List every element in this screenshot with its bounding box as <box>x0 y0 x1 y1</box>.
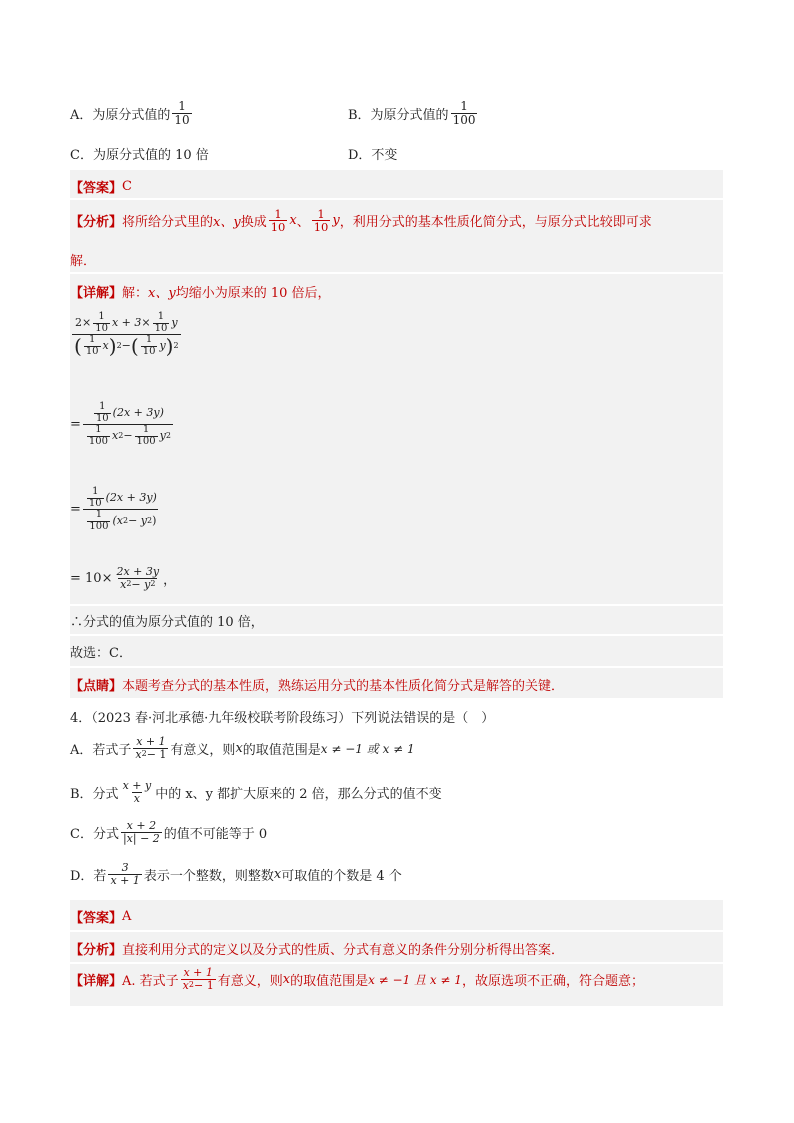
t: 的取值范围是 <box>242 742 321 758</box>
detail-text: 均缩小为原来的 10 倍后， <box>175 286 331 301</box>
t: x <box>112 429 119 443</box>
fraction <box>121 820 162 844</box>
fraction-num: 1 <box>317 207 325 221</box>
answer-tag: 【答案】 <box>70 911 123 926</box>
t: − y <box>128 514 147 528</box>
t: 2 <box>116 340 122 350</box>
comment-line <box>70 675 564 694</box>
fraction <box>94 402 111 424</box>
t: 10 <box>88 497 102 509</box>
t: A．若式子 <box>70 742 132 758</box>
t: x <box>282 971 291 987</box>
analysis-text: 将所给分式里的 <box>122 215 214 231</box>
t: 100 <box>136 435 156 447</box>
option-c: C．为原分式值的 10 倍 <box>70 148 209 163</box>
t: ( <box>130 334 139 358</box>
fraction-num: 1 <box>460 99 468 113</box>
fraction <box>153 312 170 334</box>
t: 1 <box>95 424 102 435</box>
t: ) <box>165 334 174 358</box>
fraction <box>135 425 158 447</box>
step-1 <box>70 312 183 357</box>
t: (2x + 3y) <box>105 491 157 505</box>
t: 100 <box>88 435 108 447</box>
t: |x| − 2 <box>122 831 160 845</box>
t: − <box>121 339 131 353</box>
t: C．分式 <box>70 826 119 842</box>
conclusion: ∴分式的值为原分式值的 10 倍， <box>70 615 264 630</box>
fraction <box>312 208 331 233</box>
t: 1 <box>92 486 99 497</box>
q4-option-b <box>70 780 442 804</box>
t: x <box>273 866 282 882</box>
t: 10 <box>85 345 99 357</box>
t: 1 <box>99 401 106 412</box>
step-4 <box>70 566 176 590</box>
big-fraction <box>83 402 173 447</box>
q4-option-c <box>70 820 267 844</box>
answer-value: A <box>122 909 132 924</box>
t: x ≠ −1 且 x ≠ 1 <box>368 972 462 987</box>
option-b-label: B．为原分式值的 <box>348 107 449 123</box>
fraction <box>269 208 288 233</box>
t: x + 1 <box>136 735 166 748</box>
t: ) <box>108 334 117 358</box>
sep: 、 <box>296 215 310 231</box>
t: x ≠ −1 或 x ≠ 1 <box>320 741 415 756</box>
t: D．若 <box>70 868 107 884</box>
t: 的值不可能等于 0 <box>163 826 268 842</box>
q4-answer-band <box>70 900 723 930</box>
t: 10 <box>95 322 108 334</box>
t: 1 <box>88 334 96 345</box>
fraction-num: 1 <box>274 207 282 221</box>
t: 2 <box>118 430 124 440</box>
t: x <box>135 747 142 761</box>
fraction <box>93 312 110 334</box>
t: 2 <box>141 749 147 759</box>
t: 100 <box>89 520 109 532</box>
answer-line <box>70 177 132 196</box>
t: 2 <box>165 430 171 440</box>
fraction <box>121 780 154 804</box>
t: 10 <box>95 412 109 424</box>
t: 1 <box>157 311 165 322</box>
t: 中的 x、y 都扩大原来的 2 倍，那么分式的值不变 <box>155 786 442 802</box>
equals: = <box>70 417 81 432</box>
t: x + 1 <box>183 966 213 979</box>
t: x + 1 <box>110 873 140 887</box>
comment-tag: 【点睛】 <box>70 679 123 694</box>
fraction-num: 1 <box>178 99 186 113</box>
t: B．分式 <box>70 786 119 802</box>
analysis-line-2: 解． <box>70 254 97 269</box>
t: x <box>133 791 140 805</box>
t: 2 <box>147 515 153 525</box>
t: 有意义，则 <box>217 973 283 989</box>
answer-tag: 【答案】 <box>70 181 123 196</box>
analysis-tag: 【分析】 <box>70 943 123 958</box>
t: 1 <box>98 311 105 322</box>
detail-text: A. 若式子 <box>122 973 179 989</box>
t: x <box>102 339 109 353</box>
detail-vars: x、y <box>148 286 176 301</box>
analysis-text: 换成 <box>240 215 267 231</box>
fraction <box>172 100 191 126</box>
t: x <box>182 978 189 992</box>
fraction <box>87 510 110 532</box>
step-2 <box>70 402 175 447</box>
big-fraction <box>83 487 159 532</box>
option-a-label: A．为原分式值的 <box>70 107 171 123</box>
option-d: D．不变 <box>348 148 398 163</box>
detail-band-3 <box>70 636 723 666</box>
t: 有意义，则 <box>170 742 236 758</box>
equals: = <box>70 502 81 517</box>
t: 可取值的个数是 4 个 <box>281 868 402 884</box>
t: 10 <box>154 322 168 334</box>
analysis-text: ，利用分式的基本性质化简分式，与原分式比较即可求 <box>339 215 652 231</box>
fraction <box>114 566 161 590</box>
t: (x <box>112 514 123 528</box>
detail-tag: 【详解】 <box>70 973 123 989</box>
answer-band <box>70 170 723 198</box>
t: x + y <box>122 779 152 792</box>
option-a <box>70 100 194 126</box>
t: 2x + 3y <box>116 565 160 578</box>
step-3 <box>70 487 161 532</box>
answer-value: C <box>122 179 132 194</box>
t: 2 <box>188 980 194 990</box>
big-fraction <box>72 312 181 357</box>
t: 10 <box>142 345 156 357</box>
fraction <box>84 335 101 357</box>
q4-analysis-line <box>70 939 564 958</box>
t: 的取值范围是 <box>290 973 369 989</box>
fraction <box>181 967 216 991</box>
t: ) <box>152 514 157 528</box>
fraction <box>451 100 478 126</box>
fraction <box>141 335 158 357</box>
option-b <box>348 100 479 126</box>
t: x <box>120 577 127 591</box>
t: − 1 <box>146 747 167 761</box>
detail-text: 解： <box>122 286 149 301</box>
fraction-den: 10 <box>313 220 329 235</box>
q4-answer-line <box>70 907 131 926</box>
t: y <box>159 339 166 353</box>
t: − <box>123 429 133 443</box>
t: 1 <box>142 424 150 435</box>
choice: 故选：C． <box>70 646 132 661</box>
q4-option-d <box>70 862 402 886</box>
fraction-den: 10 <box>270 220 286 235</box>
t: 2 <box>126 579 132 589</box>
t: y <box>171 316 178 330</box>
analysis-vars: x、y <box>213 215 241 231</box>
t: 1 <box>145 334 153 345</box>
t: 表示一个整数，则整数 <box>143 868 274 884</box>
detail-intro <box>70 282 331 301</box>
q4-option-a <box>70 736 415 760</box>
fraction-den: 100 <box>452 112 476 127</box>
q4-stem: 4．（2023 春·河北承德·九年级校联考阶段练习）下列说法错误的是（ ） <box>70 711 495 726</box>
analysis-tag: 【分析】 <box>70 215 123 231</box>
t: 3 <box>121 861 129 874</box>
t: = 10× <box>70 570 113 586</box>
t: (2x + 3y) <box>112 406 164 420</box>
t: 2 <box>122 515 129 525</box>
t: y <box>159 429 166 443</box>
t: ( <box>74 334 82 358</box>
var: y <box>332 213 340 229</box>
fraction <box>133 736 168 760</box>
t: 1 <box>95 509 103 520</box>
q4-detail-line <box>70 967 644 991</box>
t: 2 <box>150 579 156 589</box>
comment-text: 本题考查分式的基本性质，熟练运用分式的基本性质化简分式是解答的关键． <box>122 679 565 694</box>
t: 2 <box>173 340 179 350</box>
fraction-den: 10 <box>174 112 190 127</box>
t: x + 3× <box>111 316 151 330</box>
fraction <box>87 425 110 447</box>
detail-tag: 【详解】 <box>70 286 123 301</box>
t: x <box>235 740 243 756</box>
analysis-line <box>70 208 652 233</box>
t: − 1 <box>193 978 214 992</box>
var: x <box>289 213 297 229</box>
analysis-text: 直接利用分式的定义以及分式的性质、分式有意义的条件分别分析得出答案． <box>122 943 565 958</box>
t: ， <box>163 572 177 588</box>
t: ，故原选项不正确，符合题意； <box>461 973 644 989</box>
fraction <box>108 862 141 886</box>
t: 2× <box>75 316 92 330</box>
t: x + 2 <box>126 819 157 832</box>
t: − y <box>131 577 151 591</box>
fraction <box>87 487 104 509</box>
